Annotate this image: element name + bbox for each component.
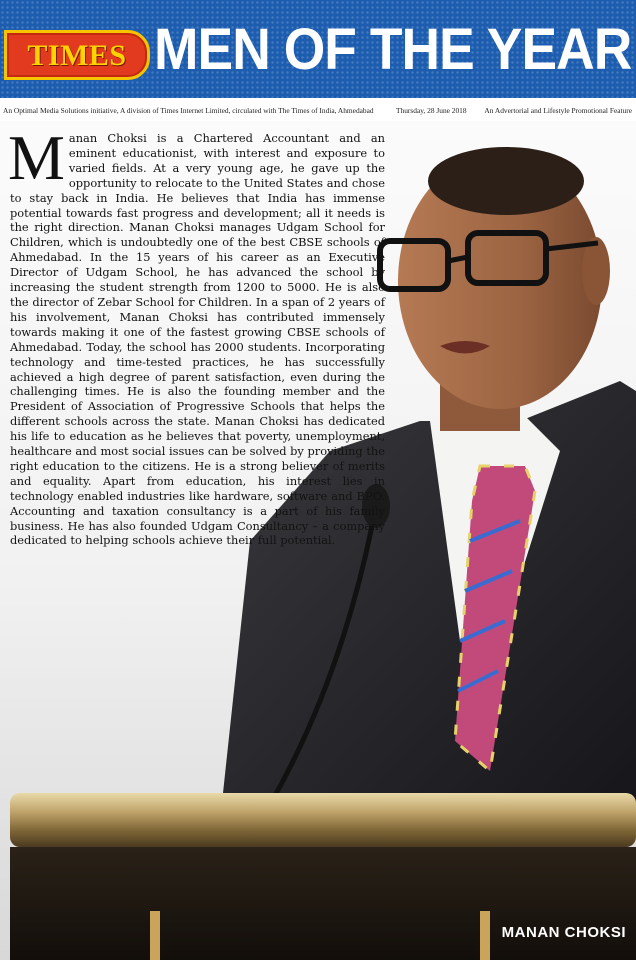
page-title: MEN OF THE YEAR bbox=[154, 17, 632, 82]
publisher-credit: An Optimal Media Solutions initiative, A division of Times Internet Limited, circulated with The Times of India, Ahmedabad bbox=[3, 106, 374, 115]
article-body bbox=[8, 122, 385, 548]
publication-date: Thursday, 28 June 2018 bbox=[396, 106, 467, 115]
masthead-banner bbox=[0, 0, 636, 98]
times-logo-text: TIMES bbox=[27, 39, 127, 72]
article-text: anan Choksi is a Chartered Accountant and an eminent educationist, with interest and exposure to varied fields. At a very young age, he gave up the opportunity to relocate to the United States and chose to stay back in India. He believes that India has immense potential towards fast progress and development; all it needs is the right direction. Manan Choksi manages Udgam School for Children, which is undoubtedly one of the best CBSE schools of Ahmedabad. In the 15 years of his career as an Executive Director of Udgam School, he has advanced the school by increasing the student strength from 1200 to 5000. He is also the director of Zebar School for Children. In a span of 2 years of his involvement, Manan Choksi has contributed immensely towards making it one of the fastest growing CBSE schools of Ahmedabad. Today, the school has 2000 students. Incorporating technology and time-tested practices, he has successfully achieved a high degree of parent satisfaction, even during the challenging times. He is also the founding member and the President of Association of Progressive Schools that helps the different schools across the state. Manan Choksi has dedicated his life to education as he believes that poverty, unemployment, healthcare and most social issues can be solved by providing the right education to the citizens. He is a strong believer of merits and equality. Apart from education, his interest lies in technology enabled industries like hardware, software and BPO. Accounting and taxation consultancy is a part of his family business. He has also founded Udgam Consultancy – a company dedicated to helping schools achieve their full potential. bbox=[10, 131, 385, 548]
publication-info-line bbox=[0, 98, 636, 120]
photo-caption: MANAN CHOKSI bbox=[501, 924, 626, 941]
drop-cap: M bbox=[8, 122, 65, 193]
feature-label: An Advertorial and Lifestyle Promotional Feature bbox=[484, 106, 632, 115]
times-logo-badge bbox=[4, 30, 150, 80]
